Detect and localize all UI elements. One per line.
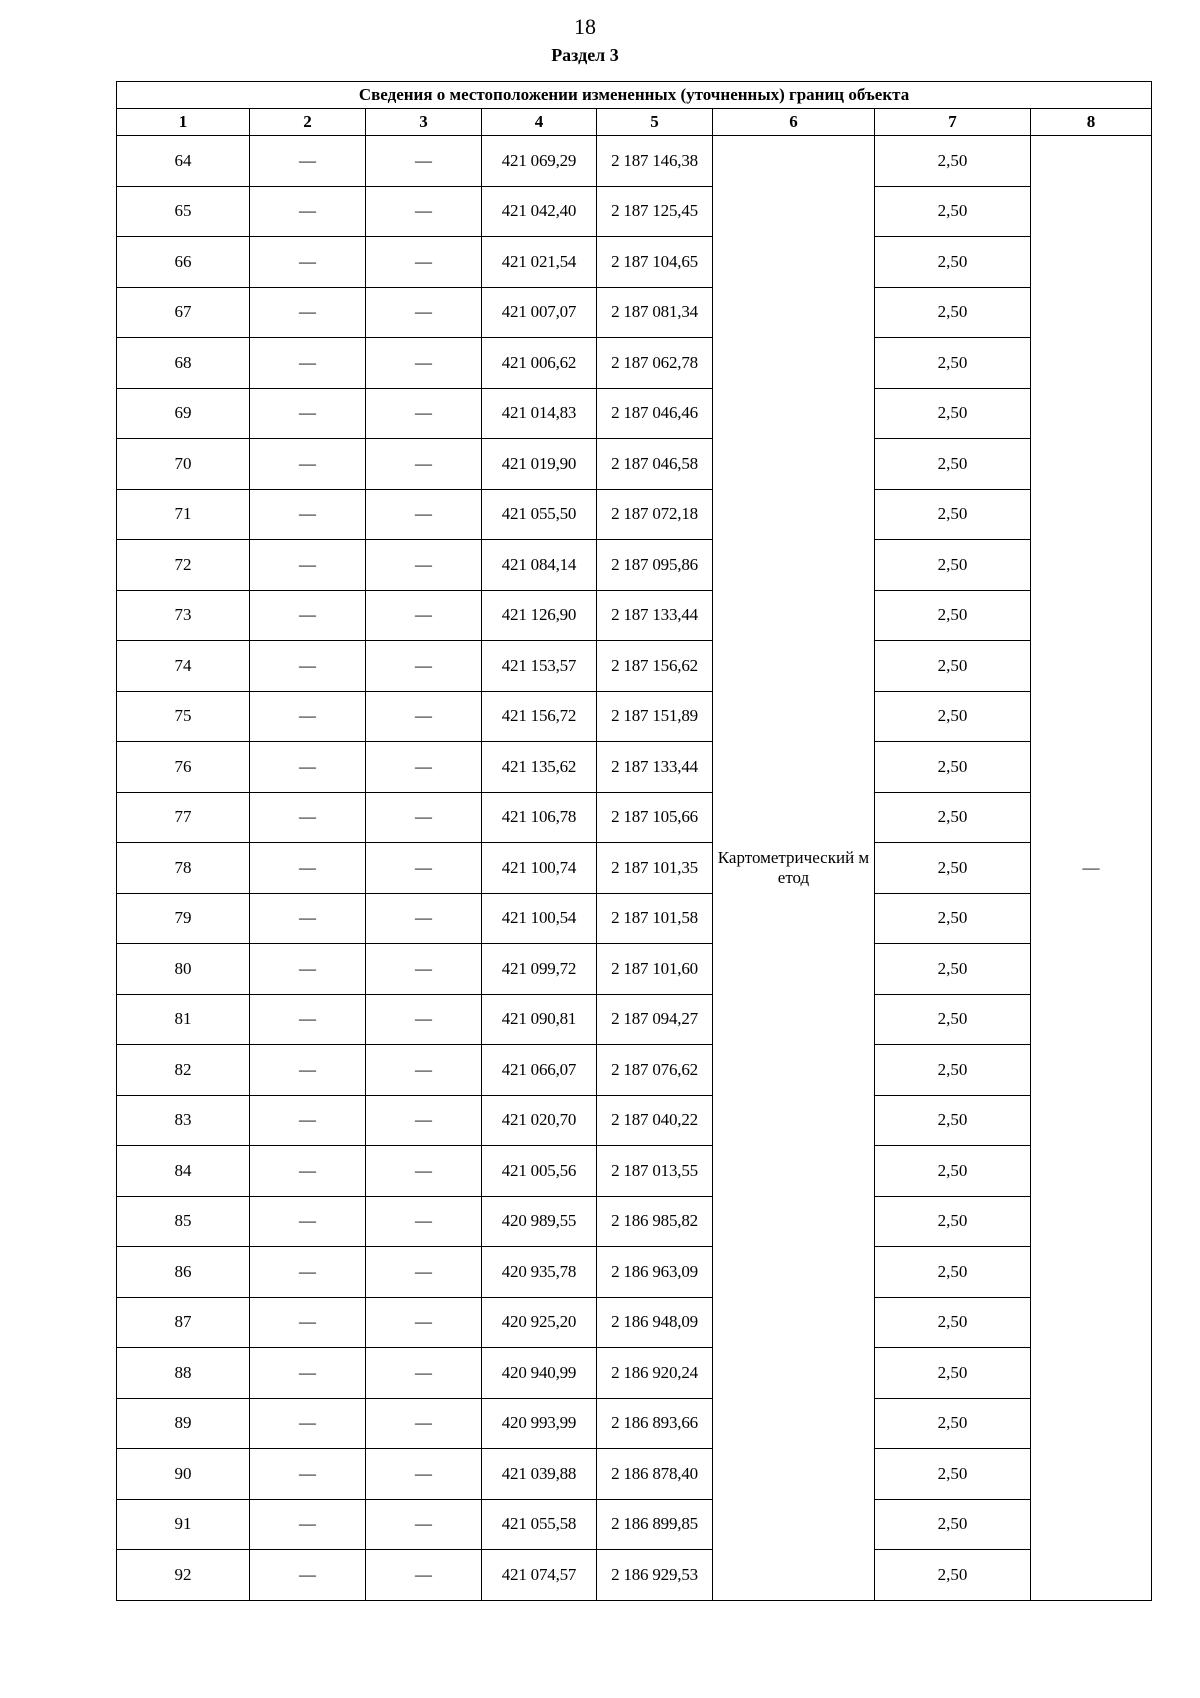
x-coordinate-cell: 421 074,57	[482, 1550, 597, 1601]
x-coordinate-cell: 421 156,72	[482, 691, 597, 742]
accuracy-cell: 2,50	[875, 590, 1031, 641]
x-coordinate-cell: 420 993,99	[482, 1398, 597, 1449]
y-coordinate-cell: 2 186 948,09	[597, 1297, 713, 1348]
point-number-cell: 86	[117, 1247, 250, 1298]
page-number: 18	[574, 14, 596, 39]
table-body	[117, 136, 1152, 1601]
table-row	[117, 136, 1152, 187]
column-2-cell: —	[250, 792, 366, 843]
column-number-3: 3	[366, 109, 482, 136]
column-number-6: 6	[713, 109, 875, 136]
accuracy-cell: 2,50	[875, 742, 1031, 793]
column-3-cell: —	[366, 388, 482, 439]
x-coordinate-cell: 421 153,57	[482, 641, 597, 692]
y-coordinate-cell: 2 187 151,89	[597, 691, 713, 742]
table-row	[117, 540, 1152, 591]
y-coordinate-cell: 2 187 101,35	[597, 843, 713, 894]
accuracy-cell: 2,50	[875, 1045, 1031, 1096]
point-number-cell: 77	[117, 792, 250, 843]
column-2-cell: —	[250, 691, 366, 742]
y-coordinate-cell: 2 187 095,86	[597, 540, 713, 591]
table-row	[117, 590, 1152, 641]
y-coordinate-cell: 2 187 040,22	[597, 1095, 713, 1146]
point-number-cell: 64	[117, 136, 250, 187]
column-3-cell: —	[366, 1449, 482, 1500]
accuracy-cell: 2,50	[875, 1398, 1031, 1449]
column-3-cell: —	[366, 590, 482, 641]
x-coordinate-cell: 421 100,54	[482, 893, 597, 944]
x-coordinate-cell: 421 007,07	[482, 287, 597, 338]
point-number-cell: 92	[117, 1550, 250, 1601]
accuracy-cell: 2,50	[875, 1196, 1031, 1247]
column-2-cell: —	[250, 893, 366, 944]
point-number-cell: 89	[117, 1398, 250, 1449]
y-coordinate-cell: 2 186 893,66	[597, 1398, 713, 1449]
table-row	[117, 893, 1152, 944]
x-coordinate-cell: 420 940,99	[482, 1348, 597, 1399]
point-number-cell: 70	[117, 439, 250, 490]
column-3-cell: —	[366, 489, 482, 540]
table-row	[117, 186, 1152, 237]
column-2-cell: —	[250, 641, 366, 692]
x-coordinate-cell: 421 090,81	[482, 994, 597, 1045]
table-row	[117, 1449, 1152, 1500]
x-coordinate-cell: 421 099,72	[482, 944, 597, 995]
point-number-cell: 78	[117, 843, 250, 894]
y-coordinate-cell: 2 187 046,58	[597, 439, 713, 490]
point-number-cell: 80	[117, 944, 250, 995]
column-2-cell: —	[250, 489, 366, 540]
column-2-cell: —	[250, 1247, 366, 1298]
point-number-cell: 75	[117, 691, 250, 742]
y-coordinate-cell: 2 187 013,55	[597, 1146, 713, 1197]
column-3-cell: —	[366, 1196, 482, 1247]
accuracy-cell: 2,50	[875, 388, 1031, 439]
table-row	[117, 691, 1152, 742]
x-coordinate-cell: 421 066,07	[482, 1045, 597, 1096]
column-2-cell: —	[250, 388, 366, 439]
x-coordinate-cell: 421 055,50	[482, 489, 597, 540]
accuracy-cell: 2,50	[875, 540, 1031, 591]
column-2-cell: —	[250, 742, 366, 793]
column-3-cell: —	[366, 186, 482, 237]
column-3-cell: —	[366, 742, 482, 793]
section-title: Раздел 3	[551, 45, 619, 65]
accuracy-cell: 2,50	[875, 1247, 1031, 1298]
column-number-2: 2	[250, 109, 366, 136]
column-2-cell: —	[250, 1550, 366, 1601]
y-coordinate-cell: 2 187 076,62	[597, 1045, 713, 1096]
accuracy-cell: 2,50	[875, 792, 1031, 843]
table-row	[117, 792, 1152, 843]
point-number-cell: 66	[117, 237, 250, 288]
table-row	[117, 641, 1152, 692]
column-3-cell: —	[366, 237, 482, 288]
y-coordinate-cell: 2 187 146,38	[597, 136, 713, 187]
table-row	[117, 994, 1152, 1045]
table-row	[117, 1398, 1152, 1449]
column-3-cell: —	[366, 1297, 482, 1348]
point-number-cell: 74	[117, 641, 250, 692]
column-number-4: 4	[482, 109, 597, 136]
column-2-cell: —	[250, 944, 366, 995]
x-coordinate-cell: 420 935,78	[482, 1247, 597, 1298]
column-3-cell: —	[366, 843, 482, 894]
x-coordinate-cell: 420 989,55	[482, 1196, 597, 1247]
table-row	[117, 1095, 1152, 1146]
y-coordinate-cell: 2 187 094,27	[597, 994, 713, 1045]
y-coordinate-cell: 2 187 156,62	[597, 641, 713, 692]
x-coordinate-cell: 421 042,40	[482, 186, 597, 237]
column-2-cell: —	[250, 1348, 366, 1399]
table-row	[117, 843, 1152, 894]
table-row	[117, 1045, 1152, 1096]
accuracy-cell: 2,50	[875, 1095, 1031, 1146]
table-row	[117, 944, 1152, 995]
point-number-cell: 81	[117, 994, 250, 1045]
x-coordinate-cell: 421 069,29	[482, 136, 597, 187]
column-3-cell: —	[366, 893, 482, 944]
point-number-cell: 67	[117, 287, 250, 338]
point-number-cell: 84	[117, 1146, 250, 1197]
point-number-cell: 87	[117, 1297, 250, 1348]
accuracy-cell: 2,50	[875, 338, 1031, 389]
x-coordinate-cell: 420 925,20	[482, 1297, 597, 1348]
table-row	[117, 1297, 1152, 1348]
x-coordinate-cell: 421 055,58	[482, 1499, 597, 1550]
column-3-cell: —	[366, 1398, 482, 1449]
column-3-cell: —	[366, 540, 482, 591]
column-2-cell: —	[250, 136, 366, 187]
table-row	[117, 742, 1152, 793]
y-coordinate-cell: 2 187 072,18	[597, 489, 713, 540]
x-coordinate-cell: 421 019,90	[482, 439, 597, 490]
x-coordinate-cell: 421 006,62	[482, 338, 597, 389]
column-3-cell: —	[366, 994, 482, 1045]
table-row	[117, 1550, 1152, 1601]
column-3-cell: —	[366, 792, 482, 843]
accuracy-cell: 2,50	[875, 944, 1031, 995]
table-row	[117, 439, 1152, 490]
table-row	[117, 287, 1152, 338]
accuracy-cell: 2,50	[875, 994, 1031, 1045]
column-2-cell: —	[250, 186, 366, 237]
y-coordinate-cell: 2 187 125,45	[597, 186, 713, 237]
table-row	[117, 489, 1152, 540]
table-row	[117, 388, 1152, 439]
column-2-cell: —	[250, 237, 366, 288]
accuracy-cell: 2,50	[875, 186, 1031, 237]
point-number-cell: 82	[117, 1045, 250, 1096]
column-3-cell: —	[366, 1146, 482, 1197]
y-coordinate-cell: 2 186 878,40	[597, 1449, 713, 1500]
column-2-cell: —	[250, 994, 366, 1045]
column-3-cell: —	[366, 136, 482, 187]
column-2-cell: —	[250, 1449, 366, 1500]
y-coordinate-cell: 2 186 899,85	[597, 1499, 713, 1550]
column-8-cell: —	[1031, 136, 1152, 1601]
column-2-cell: —	[250, 338, 366, 389]
accuracy-cell: 2,50	[875, 1297, 1031, 1348]
accuracy-cell: 2,50	[875, 1550, 1031, 1601]
accuracy-cell: 2,50	[875, 893, 1031, 944]
table-row	[117, 237, 1152, 288]
column-2-cell: —	[250, 1499, 366, 1550]
column-2-cell: —	[250, 1146, 366, 1197]
point-number-cell: 91	[117, 1499, 250, 1550]
y-coordinate-cell: 2 186 963,09	[597, 1247, 713, 1298]
accuracy-cell: 2,50	[875, 641, 1031, 692]
point-number-cell: 79	[117, 893, 250, 944]
x-coordinate-cell: 421 126,90	[482, 590, 597, 641]
table-row	[117, 1247, 1152, 1298]
point-number-cell: 90	[117, 1449, 250, 1500]
column-2-cell: —	[250, 1045, 366, 1096]
column-3-cell: —	[366, 1550, 482, 1601]
point-number-cell: 85	[117, 1196, 250, 1247]
y-coordinate-cell: 2 187 104,65	[597, 237, 713, 288]
accuracy-cell: 2,50	[875, 237, 1031, 288]
y-coordinate-cell: 2 186 985,82	[597, 1196, 713, 1247]
column-3-cell: —	[366, 1045, 482, 1096]
method-cell: Картометрический метод	[713, 136, 875, 1601]
table-row	[117, 338, 1152, 389]
column-3-cell: —	[366, 338, 482, 389]
accuracy-cell: 2,50	[875, 439, 1031, 490]
column-number-1: 1	[117, 109, 250, 136]
column-2-cell: —	[250, 1196, 366, 1247]
point-number-cell: 65	[117, 186, 250, 237]
boundary-coordinates-table	[116, 81, 1152, 1601]
column-3-cell: —	[366, 691, 482, 742]
y-coordinate-cell: 2 187 133,44	[597, 590, 713, 641]
column-number-7: 7	[875, 109, 1031, 136]
accuracy-cell: 2,50	[875, 1146, 1031, 1197]
y-coordinate-cell: 2 187 105,66	[597, 792, 713, 843]
y-coordinate-cell: 2 187 101,60	[597, 944, 713, 995]
table-row	[117, 1146, 1152, 1197]
accuracy-cell: 2,50	[875, 1499, 1031, 1550]
accuracy-cell: 2,50	[875, 489, 1031, 540]
table-caption-row	[117, 82, 1152, 109]
y-coordinate-cell: 2 186 929,53	[597, 1550, 713, 1601]
y-coordinate-cell: 2 187 101,58	[597, 893, 713, 944]
y-coordinate-cell: 2 187 046,46	[597, 388, 713, 439]
x-coordinate-cell: 421 005,56	[482, 1146, 597, 1197]
y-coordinate-cell: 2 186 920,24	[597, 1348, 713, 1399]
column-2-cell: —	[250, 439, 366, 490]
column-3-cell: —	[366, 1348, 482, 1399]
column-2-cell: —	[250, 1398, 366, 1449]
point-number-cell: 73	[117, 590, 250, 641]
column-3-cell: —	[366, 1247, 482, 1298]
point-number-cell: 76	[117, 742, 250, 793]
point-number-cell: 72	[117, 540, 250, 591]
column-2-cell: —	[250, 540, 366, 591]
column-2-cell: —	[250, 843, 366, 894]
accuracy-cell: 2,50	[875, 136, 1031, 187]
y-coordinate-cell: 2 187 081,34	[597, 287, 713, 338]
column-2-cell: —	[250, 1095, 366, 1146]
y-coordinate-cell: 2 187 062,78	[597, 338, 713, 389]
table-row	[117, 1499, 1152, 1550]
x-coordinate-cell: 421 106,78	[482, 792, 597, 843]
point-number-cell: 88	[117, 1348, 250, 1399]
y-coordinate-cell: 2 187 133,44	[597, 742, 713, 793]
point-number-cell: 71	[117, 489, 250, 540]
x-coordinate-cell: 421 039,88	[482, 1449, 597, 1500]
column-3-cell: —	[366, 439, 482, 490]
column-3-cell: —	[366, 641, 482, 692]
accuracy-cell: 2,50	[875, 1449, 1031, 1500]
column-2-cell: —	[250, 287, 366, 338]
column-3-cell: —	[366, 1095, 482, 1146]
accuracy-cell: 2,50	[875, 287, 1031, 338]
x-coordinate-cell: 421 021,54	[482, 237, 597, 288]
column-number-8: 8	[1031, 109, 1152, 136]
point-number-cell: 83	[117, 1095, 250, 1146]
x-coordinate-cell: 421 084,14	[482, 540, 597, 591]
x-coordinate-cell: 421 135,62	[482, 742, 597, 793]
table-row	[117, 1196, 1152, 1247]
x-coordinate-cell: 421 014,83	[482, 388, 597, 439]
accuracy-cell: 2,50	[875, 691, 1031, 742]
column-2-cell: —	[250, 590, 366, 641]
table-caption: Сведения о местоположении измененных (уточненных) границ объекта	[117, 82, 1152, 109]
column-2-cell: —	[250, 1297, 366, 1348]
point-number-cell: 69	[117, 388, 250, 439]
accuracy-cell: 2,50	[875, 843, 1031, 894]
x-coordinate-cell: 421 020,70	[482, 1095, 597, 1146]
point-number-cell: 68	[117, 338, 250, 389]
column-3-cell: —	[366, 944, 482, 995]
column-number-row	[117, 109, 1152, 136]
accuracy-cell: 2,50	[875, 1348, 1031, 1399]
table-row	[117, 1348, 1152, 1399]
x-coordinate-cell: 421 100,74	[482, 843, 597, 894]
column-number-5: 5	[597, 109, 713, 136]
column-3-cell: —	[366, 287, 482, 338]
column-3-cell: —	[366, 1499, 482, 1550]
